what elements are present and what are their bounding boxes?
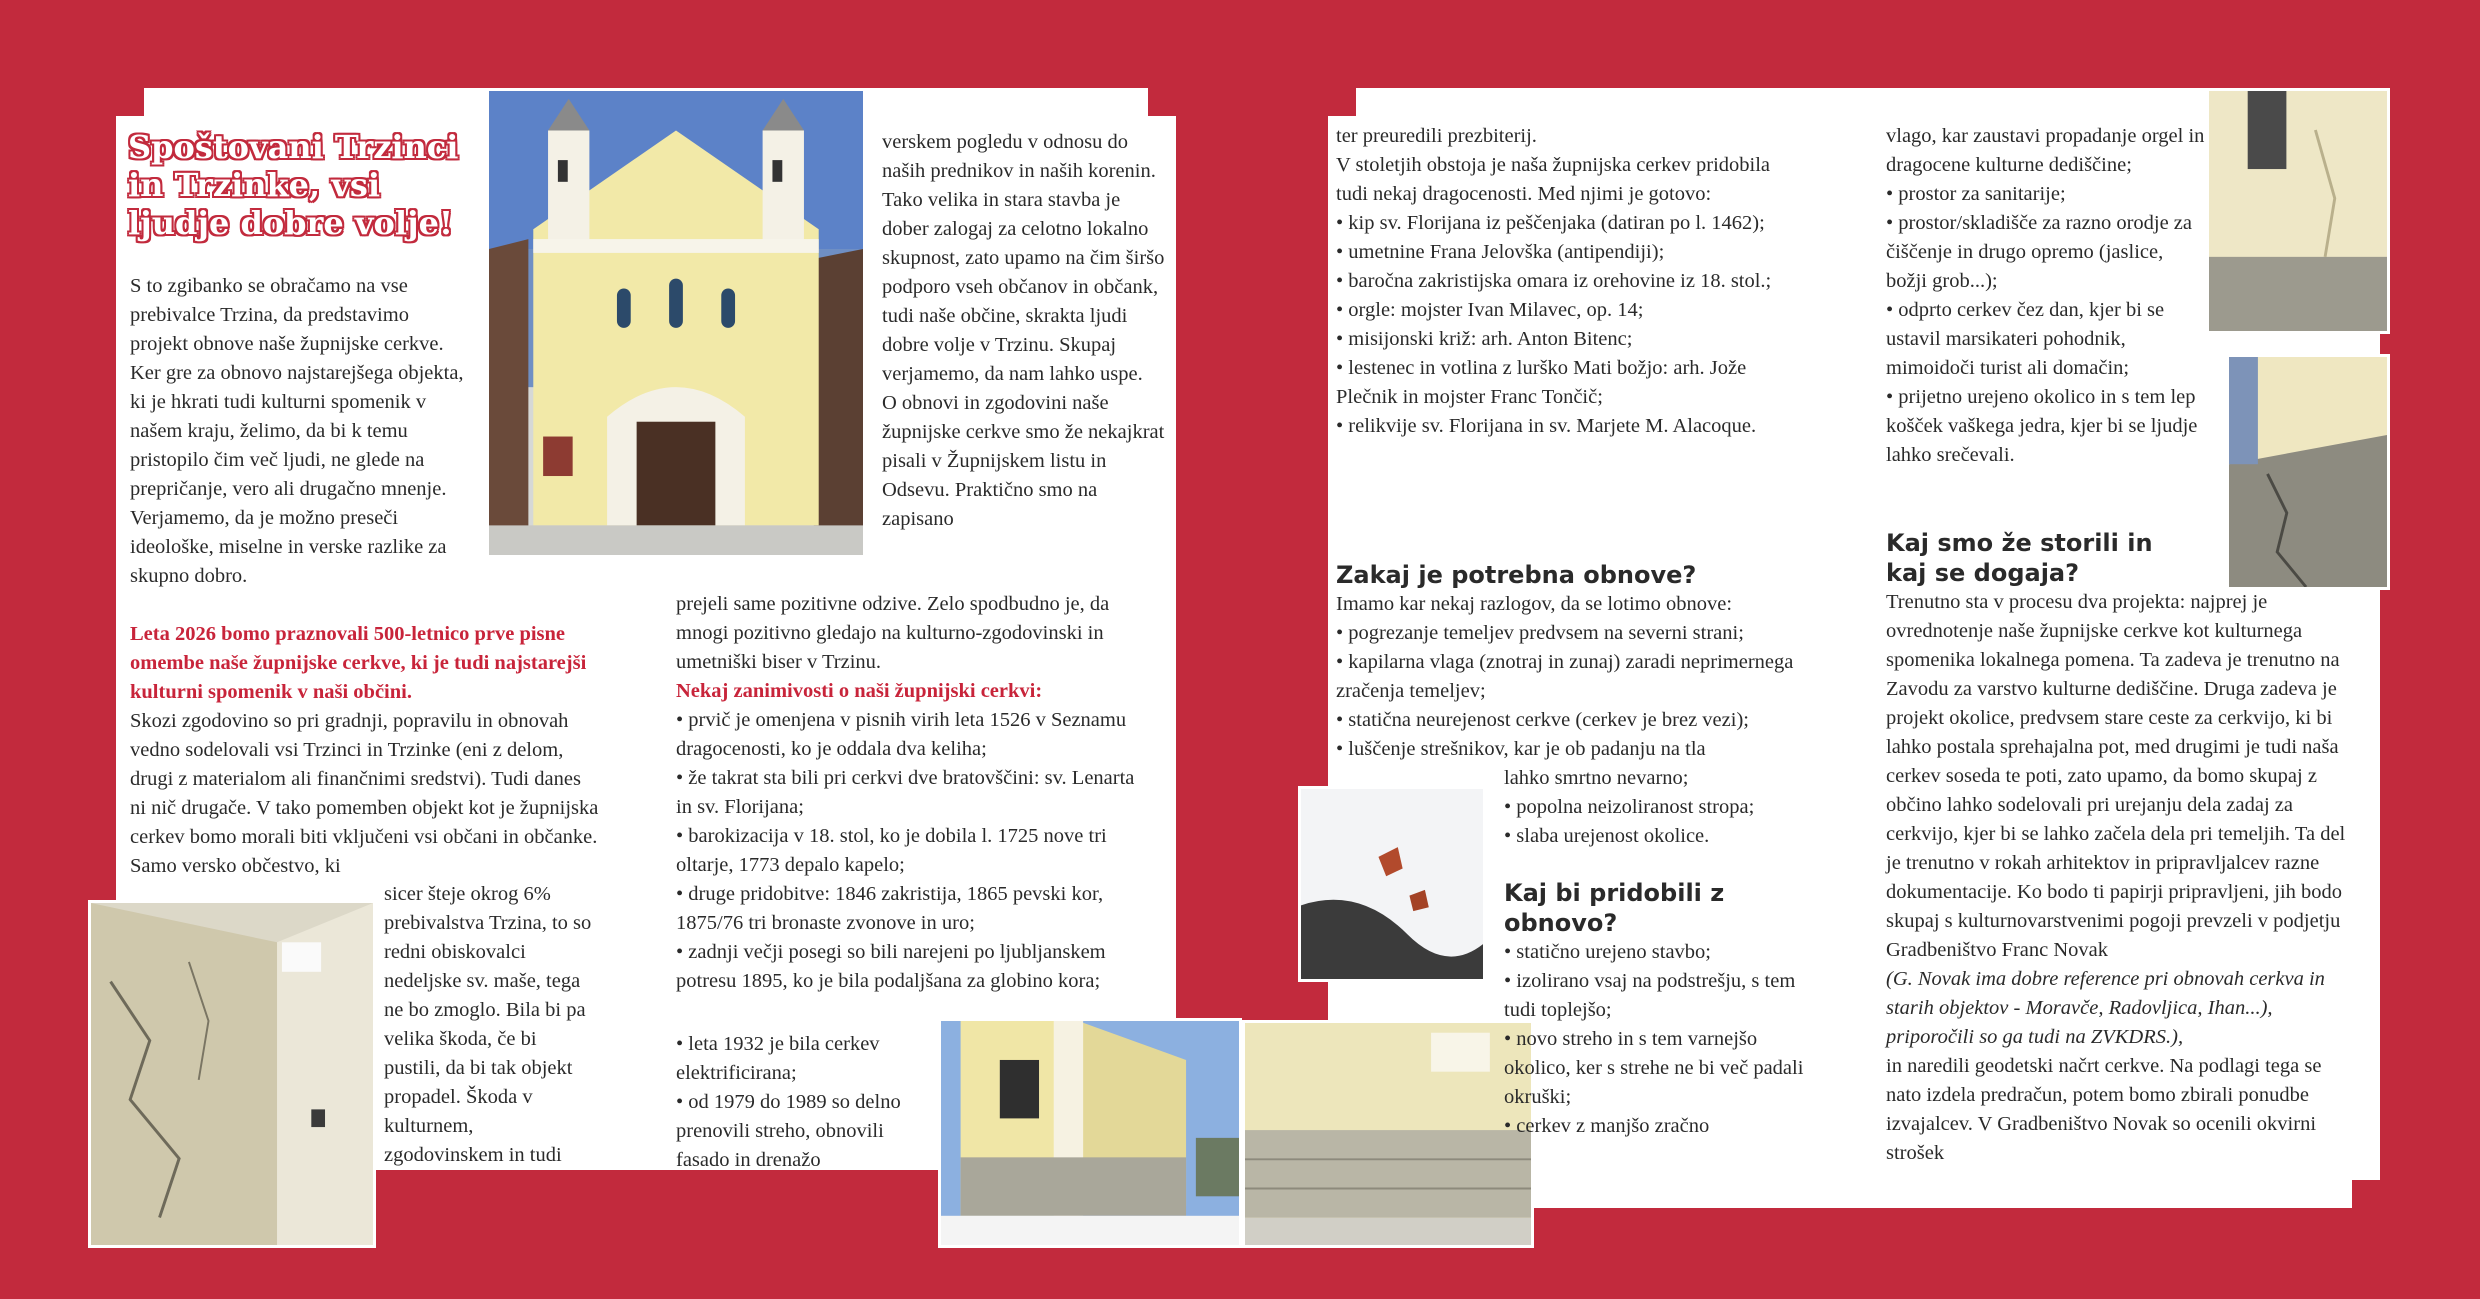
gain-item: • izolirano vsaj na podstrešju, s tem tudi toplejšo;: [1504, 970, 1796, 1021]
why-item: • popolna neizoliranost stropa;: [1504, 796, 1755, 818]
column-two-top: [882, 128, 1172, 534]
benefit-item: • prijetno urejeno okolico in s tem lep košček vaškega jedra, kjer bi se ljudje lahko srečevali.: [1886, 386, 2198, 466]
benefit-item: • odprto cerkev čez dan, kjer bi se ustavil marsikateri pohodnik, mimoidoči turist ali domačin;: [1886, 299, 2165, 379]
why-intro: Imamo kar nekaj razlogov, da se lotimo obnove:: [1336, 593, 1733, 615]
church-facade-photo: [486, 88, 866, 558]
right-top-line: ter preuredili prezbiterij.: [1336, 125, 1537, 147]
wall-damp-photo: [2206, 88, 2390, 334]
corner-notch: [1328, 88, 1356, 116]
corner-notch: [1148, 88, 1176, 116]
column-two-paragraph: verskem pogledu v odnosu do naših prednikov in naših korenin. Tako velika in stara stavba je dober zalogaj za celotno lokalno skupnost, zato upamo na čim širšo podporo vseh občanov in občank, tudi naše občine, skrakta ljudi dobre volje v Trzinu. Skupaj verjamemo, da nam lahko uspe.: [882, 131, 1165, 385]
intro-column: [130, 272, 470, 591]
fact-item: • že takrat sta bili pri cerkvi dve bratovščini: sv. Lenarta in sv. Florijana;: [676, 767, 1135, 818]
history-continued: [384, 880, 594, 1170]
done-heading: Kaj smo že storili in kaj se dogaja?: [1886, 529, 2153, 587]
roof-tile-snow-photo: [1298, 786, 1486, 982]
why-item: lahko smrtno nevarno;: [1504, 767, 1689, 789]
benefit-item: vlago, kar zaustavi propadanje orgel in dragocene kulturne dediščine;: [1886, 125, 2205, 176]
facts-block: [676, 590, 1136, 996]
corner-notch: [116, 88, 144, 116]
why-heading: Zakaj je potrebna obnove?: [1336, 561, 1697, 589]
column-two-paragraph-2: O obnovi in zgodovini naše župnijske cerkve smo že nekajkrat pisali v Župnijskem listu in Odsevu. Praktično smo na zapisano: [882, 392, 1165, 530]
wall-crack-photo: [88, 900, 376, 1248]
fact-item: • prvič je omenjena v pisnih virih leta 1526 v Seznamu dragocenosti, ko je oddala dva keliha;: [676, 709, 1127, 760]
facts-narrow: [676, 1030, 926, 1175]
history-continued-text: sicer šteje okrog 6% prebivalstva Trzina, to so redni obiskovalci nedeljske sv. maše, tega ne bo zmoglo. Bila bi pa velika škoda, če bi pustili, da bi tak objekt propadel. Škoda v kulturnem, zgodovinskem in tudi: [384, 883, 592, 1166]
fact-item: • druge pridobitve: 1846 zakristija, 1865 pevski kor, 1875/76 tri bronaste zvonove in uro;: [676, 883, 1104, 934]
anniversary-block: [130, 620, 600, 881]
treasure-item: • baročna zakristijska omara iz orehovine iz 18. stol.;: [1336, 270, 1772, 292]
page-title: Spoštovani Trzinci in Trzinke, vsi ljudje dobre volje!: [128, 128, 459, 242]
fact-item: • zadnji večji posegi so bili narejeni po ljubljanskem potresu 1895, ko je bila podaljšana za globino kora;: [676, 941, 1106, 992]
gain-item: • novo streho in s tem varnejšo okolico, ker s strehe ne bi več padali okruški;: [1504, 1028, 1804, 1108]
history-paragraph: Skozi zgodovino so pri gradnji, popravilu in obnovah vedno sodelovali vsi Trzinci in Trzinke (eni z delom, drugi z materialom ali finančnimi sredstvi). Tudi danes ni nič drugače. V tako pomemben objekt kot je župnijska cerkev bomo morali biti vključeni vsi občani in občanke. Samo versko občestvo, ki: [130, 710, 599, 877]
benefit-item: • prostor/skladišče za razno orodje za čiščenje in drugo opremo (jaslice, božji grob...);: [1886, 212, 2193, 292]
done-block: [1886, 528, 2356, 1168]
why-item: • luščenje strešnikov, kar je ob padanju na tla: [1336, 738, 1706, 760]
benefit-item: • prostor za sanitarije;: [1886, 183, 2066, 205]
column-two-continued: prejeli same pozitivne odzive. Zelo spodbudno je, da mnogi pozitivno gledajo na kulturno-zgodovinski in umetniški biser v Trzinu.: [676, 593, 1110, 673]
done-text: Trenutno sta v procesu dva projekta: najprej je ovrednotenje naše župnijske cerkve kot kulturnega spomenika lokalnega pomena. Ta zadeva je trenutno na Zavodu za varstvo kulturne dediščine. Druga zadeva je projekt okolice, predvsem stare ceste za cerkvijo, ki bi lahko postala sprehajalna pot, med drugimi je tudi naša cerkev soseda te poti, zato upamo, da bomo skupaj z občino lahko sodelovali pri urejanju dela zadaj za cerkvijo, kjer bi se lahko začela dela pri temeljih. Ta del je trenutno v rokah arhitektov in pripravljalcev razne dokumentacije. Ko bodo ti papirji pripravljeni, jih bodo skupaj s kulturnovarstvenimi pogoji prevzeli v podjetju Gradbeništvo Franc Novak: [1886, 591, 2346, 961]
treasure-item: • umetnine Frana Jelovška (antipendiji);: [1336, 241, 1665, 263]
treasure-item: • relikvije sv. Florijana in sv. Marjete M. Alacoque.: [1336, 415, 1757, 437]
facts-heading: Nekaj zanimivosti o naši župnijski cerkvi:: [676, 680, 1043, 702]
why-item: • kapilarna vlaga (znotraj in zunaj) zaradi neprimernega zračenja temeljev;: [1336, 651, 1794, 702]
treasure-item: • orgle: mojster Ivan Milavec, op. 14;: [1336, 299, 1644, 321]
corner-notch: [2352, 1180, 2380, 1208]
gain-item: • cerkev z manjšo zračno: [1504, 1115, 1710, 1137]
gain-heading: Kaj bi pridobili z obnovo?: [1504, 879, 1725, 937]
church-corner-photo: [938, 1018, 1242, 1248]
why-narrow: [1504, 764, 1804, 851]
fact-item: • od 1979 do 1989 so delno prenovili streho, obnovili fasado in drenažo: [676, 1091, 901, 1171]
gain-block: [1504, 878, 1804, 1141]
fact-item: • leta 1932 je bila cerkev elektrificirana;: [676, 1033, 880, 1084]
intro-paragraph: S to zgibanko se obračamo na vse prebivalce Trzina, da predstavimo projekt obnove naše župnijske cerkve. Ker gre za obnovo najstarejšega objekta, ki je hkrati tudi kulturni spomenik v našem kraju, želimo, da bi k temu pristopilo čim več ljudi, ne glede na prepričanje, vero ali drugačno mnenje. Verjamemo, da je možno preseči ideološke, miselne in verske razlike za skupno dobro.: [130, 275, 464, 587]
treasure-item: • kip sv. Florijana iz peščenjaka (datiran po l. 1462);: [1336, 212, 1765, 234]
why-item: • pogrezanje temeljev predvsem na severni strani;: [1336, 622, 1744, 644]
why-item: • slaba urejenost okolice.: [1504, 825, 1710, 847]
done-end: in naredili geodetski načrt cerkve. Na podlagi tega se nato izdela predračun, potem bomo zbirali ponudbe izvajalcev. V Gradbeništvo Novak so ocenili okvirni strošek: [1886, 1055, 2322, 1164]
treasure-item: • lestenec in votlina z lurško Mati božjo: arh. Jože Plečnik in mojster Franc Tončič;: [1336, 357, 1747, 408]
why-block: [1336, 560, 1806, 764]
treasure-item: • misijonski križ: arh. Anton Bitenc;: [1336, 328, 1633, 350]
why-item: • statična neurejenost cerkve (cerkev je brez vezi);: [1336, 709, 1749, 731]
treasures-block: [1336, 122, 1806, 441]
gain-item: • statično urejeno stavbo;: [1504, 941, 1712, 963]
fact-item: • barokizacija v 18. stol, ko je dobila l. 1725 nove tri oltarje, 1773 depalo kapelo;: [676, 825, 1107, 876]
foundation-wall-photo: [1242, 1020, 1534, 1248]
done-italic: (G. Novak ima dobre reference pri obnovah cerkva in starih objektov - Moravče, Radovljica, Ihan...), priporočili so ga tudi na ZVKDRS.),: [1886, 968, 2325, 1048]
benefits-continued: [1886, 122, 2206, 470]
anniversary-highlight: Leta 2026 bomo praznovali 500-letnico prve pisne omembe naše župnijske cerkve, ki je tudi najstarejši kulturni spomenik v naši občini.: [130, 623, 587, 703]
treasures-intro: V stoletjih obstoja je naša župnijska cerkev pridobila tudi nekaj dragocenosti. Med njimi je gotovo:: [1336, 154, 1771, 205]
